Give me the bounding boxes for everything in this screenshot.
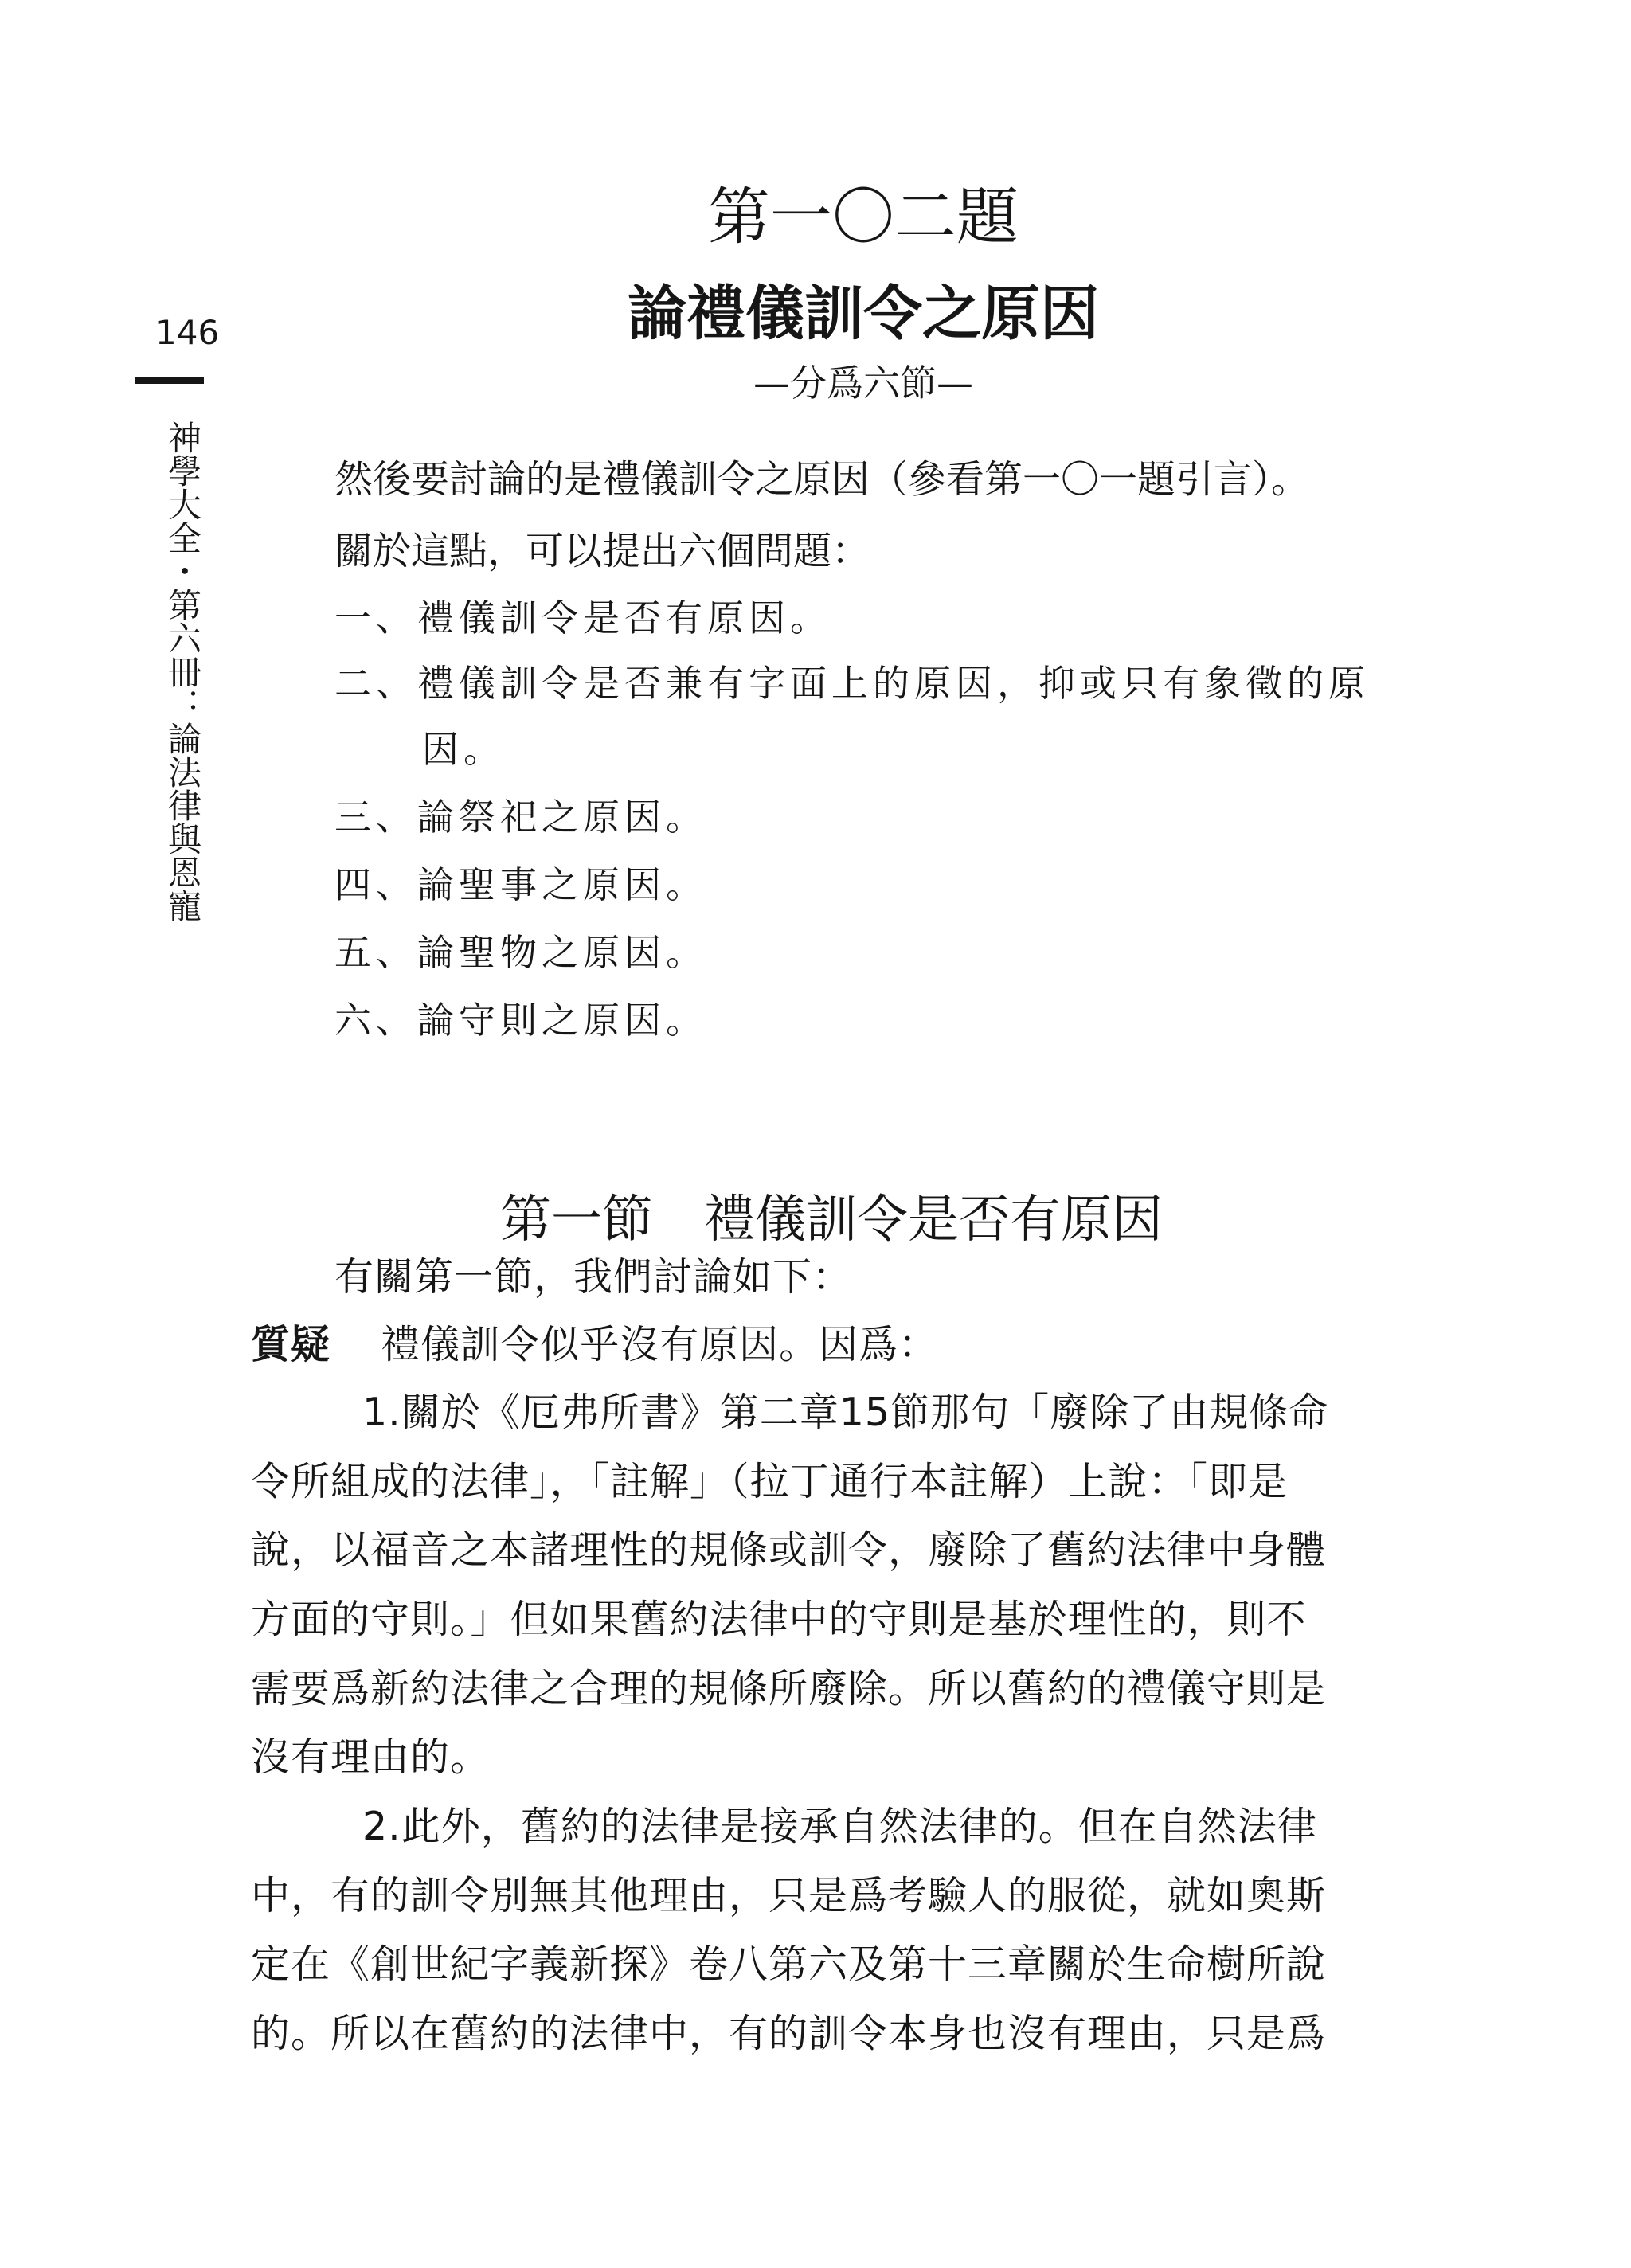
- body-line: 2.此外，舊約的法律是接承自然法律的。但在自然法律: [362, 1804, 1317, 1849]
- question-item: 三、論祭祀之原因。: [334, 796, 707, 839]
- body-line: 需要爲新約法律之合理的規條所廢除。所以舊約的禮儀守則是: [251, 1666, 1327, 1711]
- intro-line-1: 然後要討論的是禮儀訓令之原因（參看第一〇一題引言）。: [334, 457, 1310, 502]
- intro-line-2: 關於這點，可以提出六個問題：: [334, 529, 870, 573]
- body-line: 的。所以在舊約的法律中，有的訓令本身也沒有理由，只是爲: [251, 2011, 1327, 2056]
- body-line: 說，以福音之本諸理性的規條或訓令，廢除了舊約法律中身體: [251, 1527, 1327, 1573]
- objection-label: 質疑: [251, 1322, 331, 1367]
- section-title: 第一節 禮儀訓令是否有原因: [500, 1191, 1163, 1249]
- main-title: 論禮儀訓令之原因: [628, 280, 1099, 348]
- body-line: 方面的守則。」但如果舊約法律中的守則是基於理性的，則不: [251, 1597, 1307, 1642]
- objection-line: [251, 1314, 938, 1370]
- running-head: 神學大全・第六冊：論法律與恩寵: [163, 420, 202, 922]
- body-line: 令所組成的法律」，「註解」（拉丁通行本註解）上說：「即是: [251, 1459, 1289, 1504]
- body-line: 定在《創世紀字義新探》卷八第六及第十三章關於生命樹所說: [251, 1941, 1327, 1987]
- page-number: 146: [155, 313, 220, 352]
- question-item: 五、論聖物之原因。: [334, 931, 707, 974]
- objection-text: 禮儀訓令似乎沒有原因。因爲：: [381, 1322, 939, 1367]
- question-item-continuation: 因。: [422, 728, 505, 771]
- question-item: 四、論聖事之原因。: [334, 863, 707, 906]
- subtitle: —分爲六節—: [753, 362, 973, 405]
- question-item: 二、禮儀訓令是否兼有字面上的原因，抑或只有象徵的原: [334, 662, 1370, 705]
- body-line: 中，有的訓令別無其他理由，只是爲考驗人的服從，就如奧斯: [251, 1873, 1327, 1918]
- question-item: 六、論守則之原因。: [334, 999, 707, 1042]
- body-line: 沒有理由的。: [251, 1734, 491, 1780]
- body-line: 1.關於《厄弗所書》第二章15節那句「廢除了由規條命: [362, 1390, 1329, 1435]
- section-lead: 有關第一節，我們討論如下：: [334, 1254, 853, 1300]
- chapter-title: 第一〇二題: [707, 182, 1019, 253]
- question-item: 一、禮儀訓令是否有原因。: [334, 596, 831, 639]
